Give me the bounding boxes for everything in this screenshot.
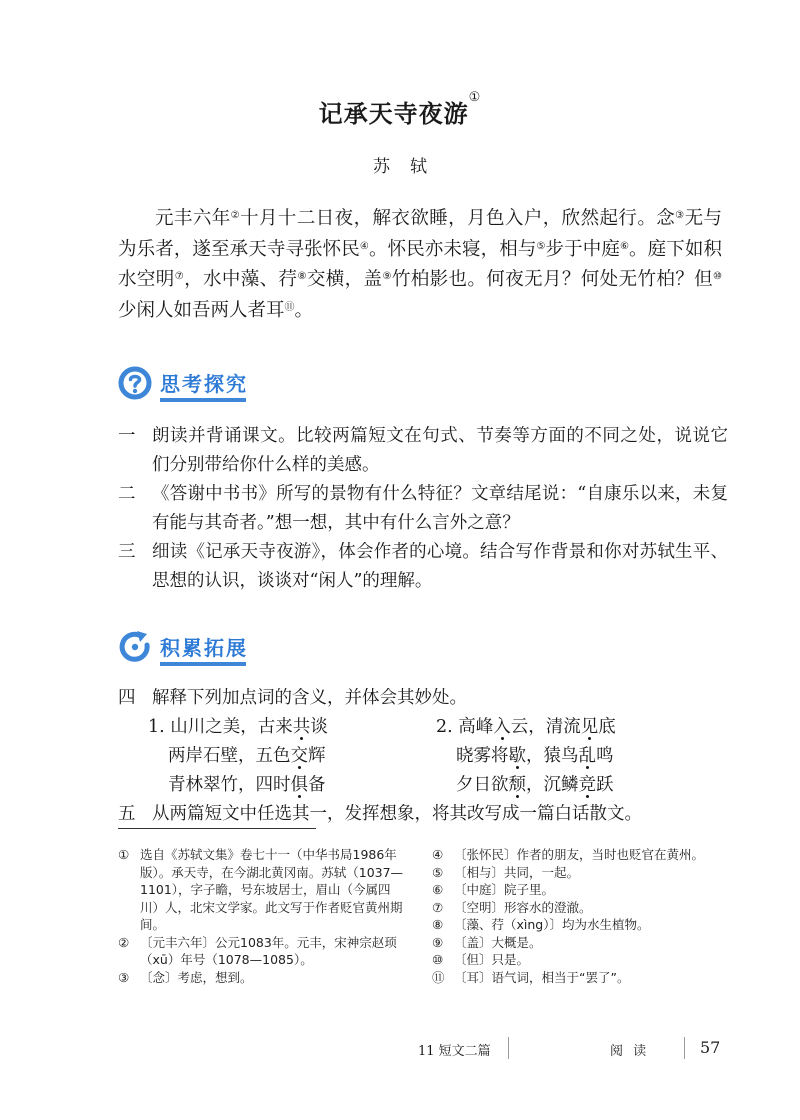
- question-item: 二 《答谢中书书》所写的景物有什么特征？文章结尾说：“自康乐以来，未复有能与其奇者。”想一想，其中有什么言外之意？: [118, 484, 728, 533]
- footer-divider: [508, 1037, 509, 1059]
- section-header-think: [118, 366, 258, 406]
- dotted-word: 交: [290, 746, 308, 766]
- section-underline: [160, 398, 246, 402]
- section-underline: [160, 662, 246, 666]
- footnotes-left: [118, 846, 404, 986]
- question-item: 五 从两篇短文中任选其一，发挥想象，将其改写成一篇白话散文。: [118, 804, 642, 824]
- section-title: 思考探究: [160, 372, 248, 396]
- footnote: ⑨ 〔盖〕大概是。: [432, 934, 542, 950]
- author: 苏轼: [373, 157, 447, 177]
- footnote: ⑧ 〔藻、荇（xìng）〕均为水生植物。: [432, 917, 650, 932]
- footer-section: 阅 读: [610, 1044, 650, 1059]
- footnote: ④ 〔张怀民〕作者的朋友，当时也贬官在黄州。: [432, 847, 705, 862]
- footnote: ③ 〔念〕考虑，想到。: [118, 969, 253, 985]
- question-item: 四 解释下列加点词的含义，并体会其妙处。: [118, 688, 467, 708]
- footnote: ⑩ 〔但〕只是。: [432, 952, 530, 967]
- footnote: ⑤ 〔相与〕共同，一起。: [432, 864, 580, 880]
- note-marker[interactable]: ②: [230, 210, 241, 221]
- dotted-word: 俱: [290, 775, 308, 795]
- question-icon: [118, 366, 152, 400]
- footnote: ⑦ 〔空明〕形容水的澄澈。: [432, 899, 592, 915]
- question-item: 一 朗读并背诵课文。比较两篇短文在句式、节奏等方面的不同之处，说说它们分别带给你什么样的美感。: [118, 426, 728, 475]
- footnote: ⑪ 〔耳〕语气词，相当于“罢了”。: [432, 969, 630, 985]
- page-title: [0, 90, 800, 129]
- dotted-word: 竞: [578, 775, 596, 795]
- section-header-accumulate: [118, 630, 258, 670]
- note-marker[interactable]: ⑦: [174, 271, 185, 282]
- word-group-2: 2. 高峰入云，清流见底 晓雾将歇，猿鸟乱鸣 夕日欲颓，沉鳞竞跃: [436, 717, 616, 795]
- note-marker[interactable]: ⑥: [619, 240, 630, 252]
- footnote: ① 选自《苏轼文集》卷七十一（中华书局1986年版）。承天寺，在今湖北黄冈南。苏轼（1037—1101），字子瞻，号东坡居士，眉山（今属四川）人，北宋文学家。此文写于作者贬官黄州期间。: [118, 847, 404, 932]
- note-marker[interactable]: ④: [359, 240, 369, 252]
- title-note-marker[interactable]: ①: [468, 90, 482, 105]
- essay-body: 元丰六年②十月十二日夜，解衣欲睡，月色入户，欣然起行。念③无与为乐者，遂至承天寺寻张怀民④。怀民亦未寝，相与⑤步于中庭⑥。庭下如积水空明⑦，水中藻、荇⑧交横，盖⑨竹柏影也。何夜无月？何处无竹柏？但⑩少闲人如吾两人者耳⑪。: [118, 208, 723, 321]
- footnotes-right: [432, 846, 728, 986]
- dotted-word: 共: [292, 717, 311, 737]
- footnote-divider: [118, 828, 316, 829]
- dotted-word: 见: [580, 717, 599, 737]
- dotted-word: 歇: [508, 746, 526, 766]
- footer-divider: [684, 1037, 685, 1059]
- dotted-word: 乱: [578, 746, 596, 766]
- note-marker[interactable]: ⑩: [713, 271, 723, 282]
- note-marker[interactable]: ⑪: [284, 301, 295, 313]
- page-number: 57: [700, 1038, 721, 1057]
- refresh-arrow-icon: [118, 630, 152, 664]
- footer-lesson: 11 短文二篇: [418, 1044, 491, 1059]
- dotted-word: 颓: [508, 775, 526, 795]
- note-marker[interactable]: ⑤: [536, 240, 546, 252]
- section-title: 积累拓展: [160, 636, 248, 660]
- footnote: ② 〔元丰六年〕公元1083年。元丰，宋神宗赵顼（xū）年号（1078—1085）。: [118, 934, 397, 967]
- note-marker[interactable]: ⑨: [382, 271, 392, 282]
- note-marker[interactable]: ③: [675, 210, 685, 221]
- title-text: 记承天寺夜游: [318, 99, 469, 128]
- word-group-1: 1. 山川之美，古来共谈 两岸石壁，五色交辉 青林翠竹，四时俱备: [148, 717, 328, 795]
- question-item: 三 细读《记承天寺夜游》，体会作者的心境。结合写作背景和你对苏轼生平、思想的认识，谈谈对“闲人”的理解。: [118, 542, 728, 591]
- dotted-word: 入: [493, 717, 511, 737]
- footnote: ⑥ 〔中庭〕院子里。: [432, 882, 555, 897]
- note-marker[interactable]: ⑧: [297, 271, 307, 282]
